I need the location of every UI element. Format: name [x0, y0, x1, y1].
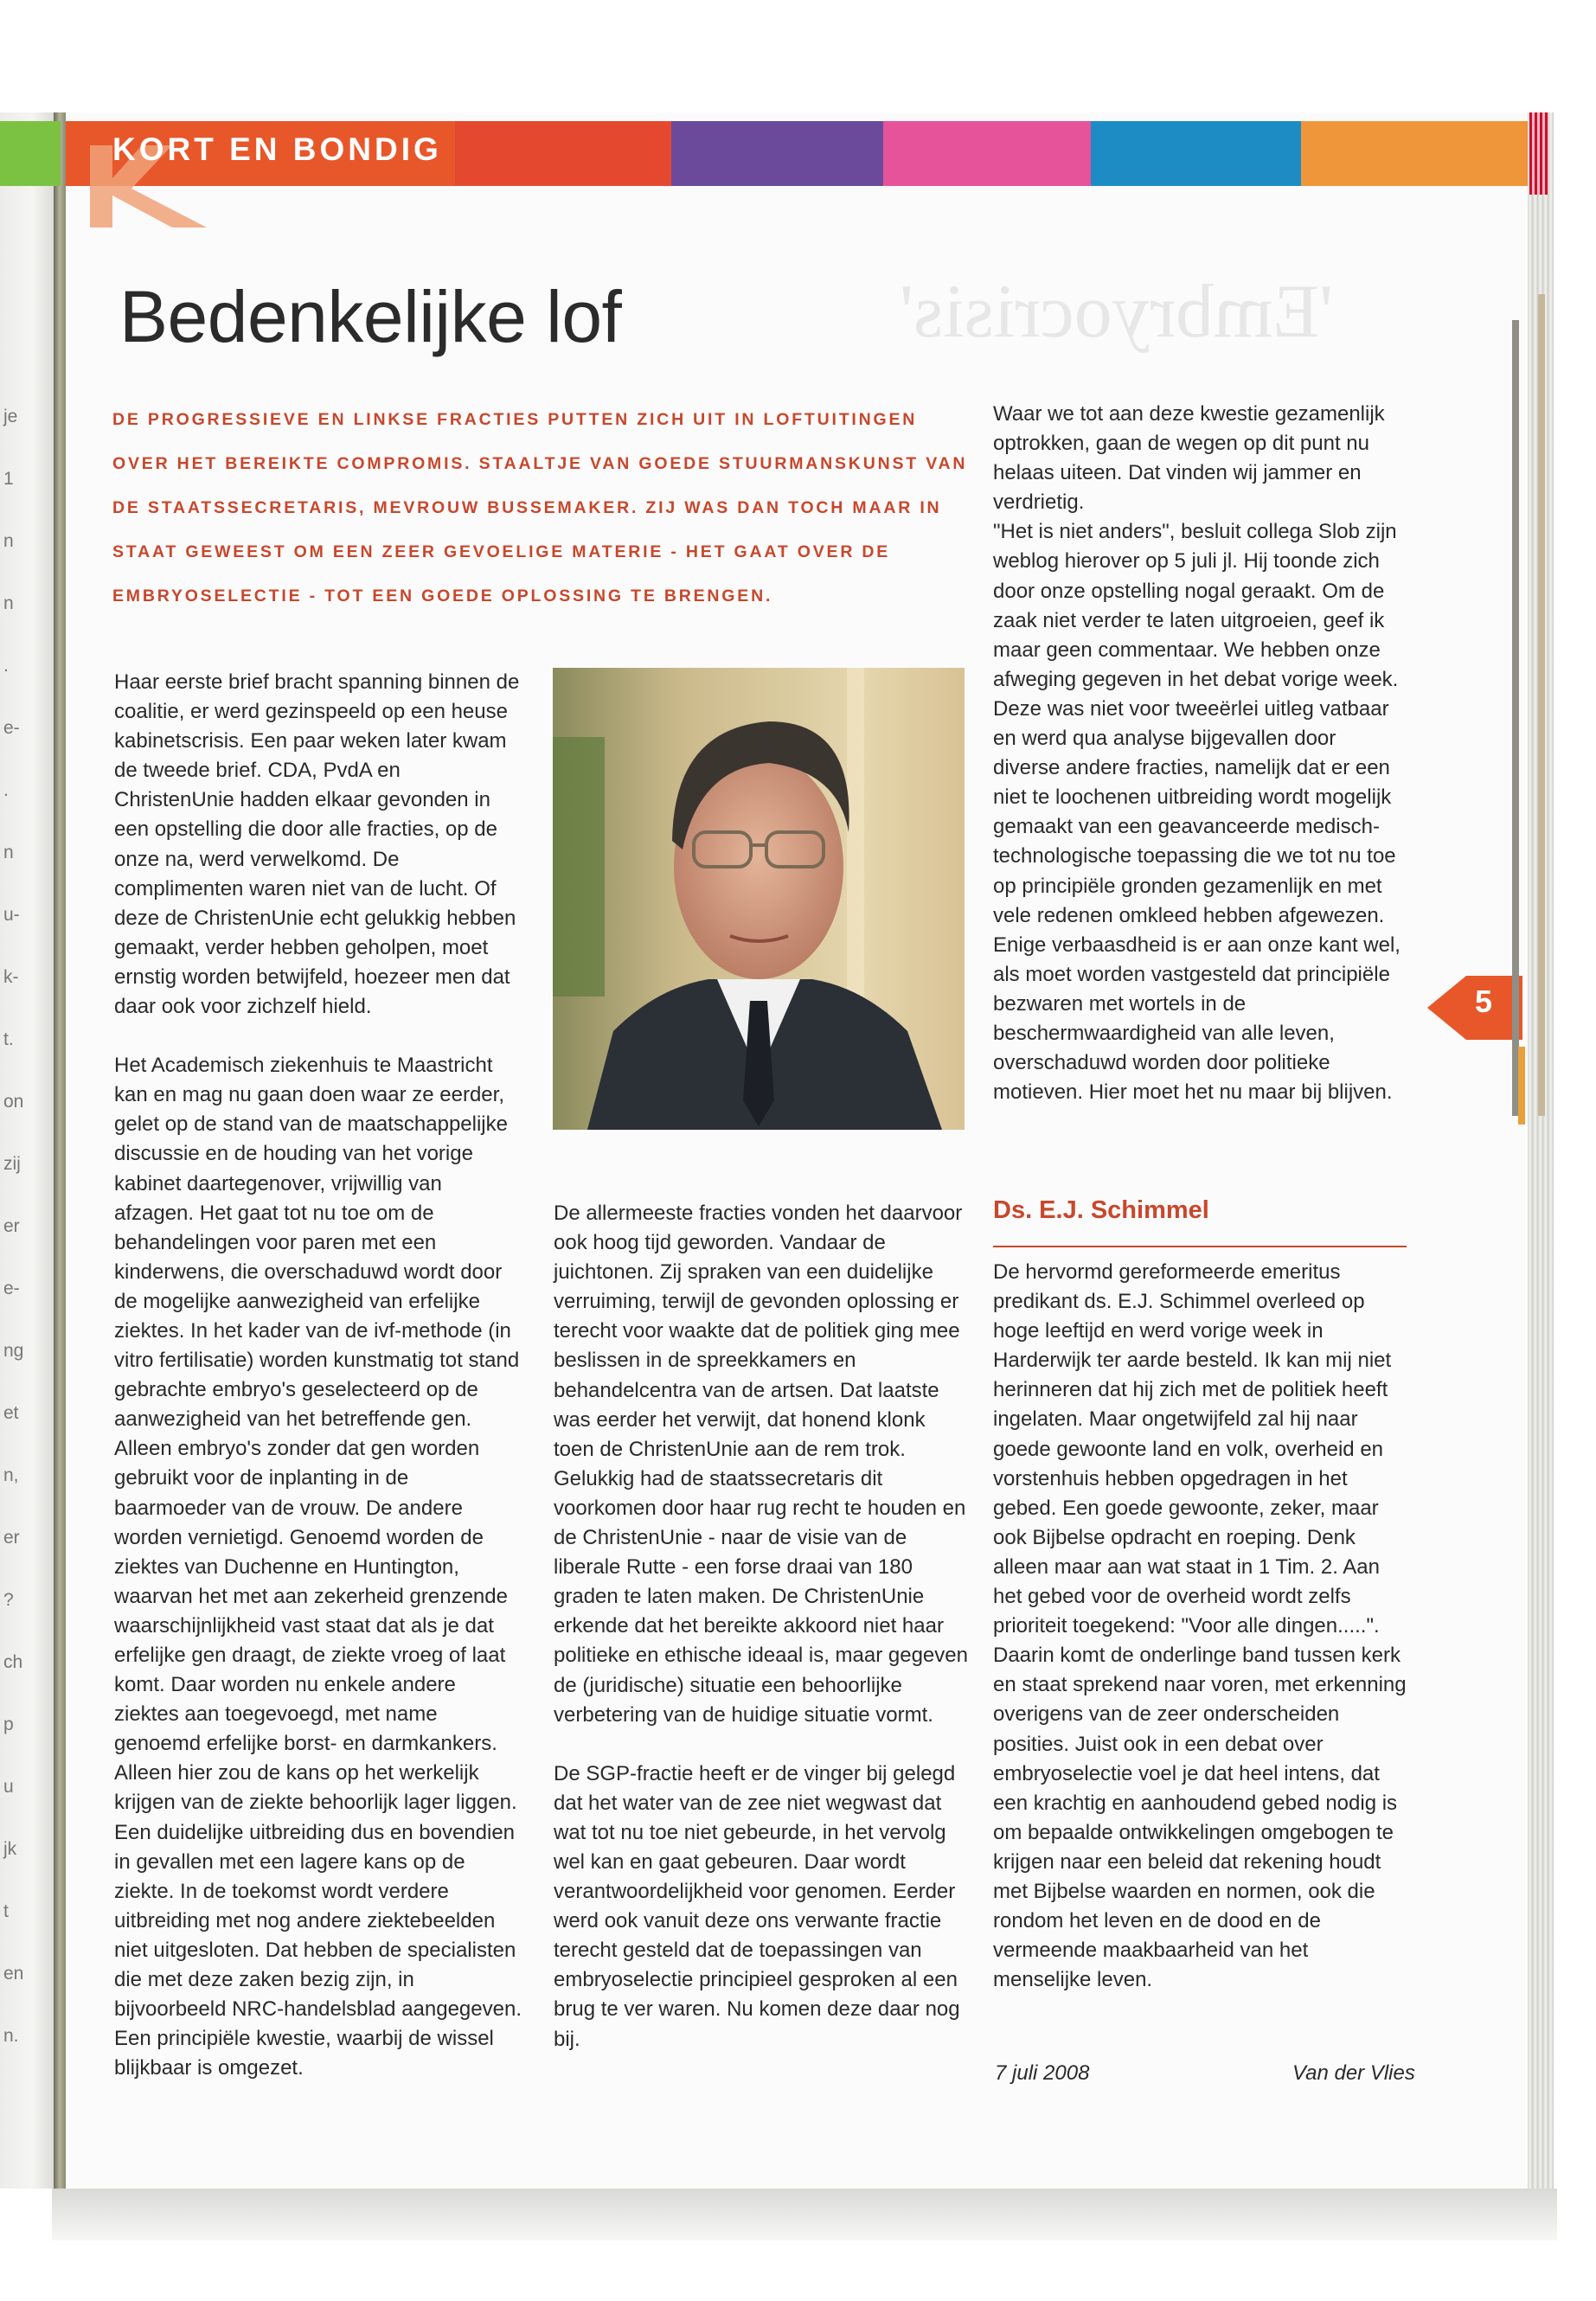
footer-author: Van der Vlies: [1292, 2061, 1415, 2085]
article-column-1: [114, 668, 522, 2112]
left-page-text-fragment: n: [3, 531, 14, 551]
left-page-text-fragment: t: [3, 1901, 9, 1921]
left-page-text-fragment: er: [3, 1216, 20, 1236]
left-page-text-fragment: t.: [3, 1029, 14, 1049]
left-page-text-fragment: n.: [3, 2026, 19, 2046]
footer-date: 7 juli 2008: [995, 2061, 1090, 2085]
article-column-3: [993, 400, 1408, 1137]
band-segment-red: [455, 121, 671, 186]
left-page-text-fragment: zij: [3, 1154, 21, 1174]
band-segment-amber: [1301, 121, 1528, 186]
left-page-text-fragment: p: [3, 1715, 14, 1734]
paragraph: Haar eerste brief bracht spanning binnen de coalitie, er werd gezinspeeld op een heuse kabinetscrisis. Een paar weken later kwam de tweede brief. CDA, PvdA en ChristenUnie hadden elkaar gevonden in een opstelling die door alle fracties, op de onze na, werd verwelkomd. De complimenten waren niet van de lucht. Of deze de ChristenUnie echt gelukkig hebben gemaakt, verder hebben geholpen, moet ernstig worden betwijfeld, hoezeer men dat daar ook voor zichzelf hield.: [114, 670, 520, 1019]
paragraph: "Het is niet anders", besluit collega Slob zijn weblog hierover op 5 juli jl. Hij toonde zich door onze opstelling nogal geraakt. Om de zaak niet verder te laten uitgroeien, geef ik maar geen commentaar. We hebben onze afweging gegeven in het debat vorige week. Deze was niet voor tweeërlei uitleg vatbaar en werd qua analyse bijgevallen door diverse andere fracties, namelijk dat er een niet te loochenen uitbreiding wordt mogelijk gemaakt van een geavanceerde medisch-technologische toepassing die we tot nu toe op principiële gronden gezamenlijk en met vele redenen omkleed hebben afgewezen. Enige verbaasdheid is er aan onze kant wel, als moet worden vastgesteld dat principiële bezwaren met wortels in de beschermwaardigheid van alle leven, overschaduwd worden door politieke motieven. Hier moet het nu maar bij blijven.: [993, 520, 1401, 1105]
section-label: KORT EN BONDIG: [112, 131, 442, 167]
edge-bar: [1512, 320, 1519, 1116]
article-title: Bedenkelijke lof: [119, 276, 622, 357]
article-column-2: [554, 1199, 969, 2084]
left-facing-page: [0, 112, 54, 2189]
left-page-text-fragment: n: [3, 843, 14, 862]
edge-bar: [1538, 294, 1545, 1116]
left-page-text-fragment: et: [3, 1403, 19, 1423]
left-page-text-fragment: jk: [3, 1839, 17, 1859]
paragraph: De allermeeste fracties vonden het daarvoor ook hoog tijd geworden. Vandaar de juichtonen. Zij spraken van een duidelijke verruiming, terwijl de gevonden oplossing er terecht voor waakte dat de politiek ging mee beslissen in de spreekkamers en behandelcentra van de artsen. Dat laatste was eerder het verwijt, dat honend klonk toen de ChristenUnie aan de rem trok. Gelukkig had de staatssecretaris dit voorkomen door haar rug recht te houden en de ChristenUnie - naar de visie van de liberale Rutte - een forse draai van 180 graden te laten maken. De ChristenUnie erkende dat het bereikte akkoord niet haar politieke en ethische ideaal is, maar gegeven de (juridische) situatie een behoorlijke verbetering van de huidige situatie vormt.: [554, 1202, 968, 1727]
page-number: 5: [1474, 984, 1493, 1019]
paragraph: Het Academisch ziekenhuis te Maastricht kan en mag nu gaan doen waar ze eerder, gelet op de stand van de maatschappelijke discussie en de houding van het vorige kabinet daartegenover, vrijwillig van afzagen. Het gaat tot nu toe om de behandelingen voor paren met een kinderwens, die overschaduwd wordt door de mogelijke aanwezigheid van erfelijke ziektes. In het kader van de ivf-methode (in vitro fertilisatie) worden kunstmatig tot stand gebrachte embryo's geselecteerd op de aanwezigheid van het betreffende gen. Alleen embryo's zonder dat gen worden gebruikt voor de inplanting in de baarmoeder van de vrouw. De andere worden vernietigd. Genoemd worden de ziektes van Duchenne en Huntington, waarvan het met aan zekerheid grenzende waarschijnlijkheid vast staat dat als je dat erfelijke gen draagt, de ziekte vroeg of laat komt. Daar worden nu enkele andere ziektes aan toegevoegd, met name genoemd erfelijke borst- en darmkankers. Alleen hier zou de kans op het werkelijk krijgen van de ziekte behoorlijk lager liggen. Een duidelijke uitbreiding dus en bovendien in gevallen met een lagere kans op de ziekte. In de toekomst wordt verdere uitbreiding met nog andere ziektebeelden niet uitgesloten. Dat hebben de specialisten die met deze zaken bezig zijn, in bijvoorbeeld NRC-handelsblad aangegeven. Een principiële kwestie, waarbij de wissel blijkbaar is omgezet.: [114, 1054, 522, 2080]
second-article-title: Ds. E.J. Schimmel: [993, 1196, 1209, 1224]
edge-bar: [1518, 1047, 1525, 1125]
left-page-text-fragment: e-: [3, 1279, 20, 1298]
author-portrait-photo: [553, 668, 965, 1130]
left-page-text-fragment: er: [3, 1528, 20, 1548]
band-segment-blue: [1091, 121, 1301, 186]
left-page-text-fragment: on: [3, 1092, 24, 1112]
left-page-text-fragment: n: [3, 593, 14, 613]
left-page-text-fragment: ng: [3, 1341, 24, 1361]
facing-page-ghost-text: 'Embryocrisis': [900, 270, 1333, 354]
left-page-text-fragment: 1: [3, 469, 14, 489]
left-page-text-fragment: ch: [3, 1652, 23, 1672]
second-article-body: [993, 1258, 1410, 2024]
paragraph: Waar we tot aan deze kwestie gezamenlijk optrokken, gaan de wegen op dit punt nu helaas uiteen. Dat vinden wij jammer en verdrietig.: [993, 402, 1385, 515]
left-page-text-fragment: k-: [3, 967, 19, 987]
left-page-text-fragment: ?: [3, 1590, 14, 1610]
band-segment-pink: [883, 121, 1091, 186]
left-page-text-fragment: e-: [3, 718, 20, 738]
left-page-text-fragment: n,: [3, 1465, 19, 1485]
page-bottom-shadow: [52, 2189, 1557, 2240]
paragraph: De hervormd gereformeerde emeritus predikant ds. E.J. Schimmel overleed op hoge leeftijd en werd vorige week in Harderwijk ter aarde besteld. Ik kan mij niet herinneren dat hij zich met de politiek heeft ingelaten. Maar ongetwijfeld zal hij naar goede gewoonte land en volk, overheid en vorstenhuis hebben opgedragen in het gebed. Een goede gewoonte, zeker, maar ook Bijbelse opdracht en roeping. Denk alleen maar aan wat staat in 1 Tim. 2. Aan het gebed voor de overheid wordt zelfs prioriteit toegekend: "Voor alle dingen.....". Daarin komt de onderlinge band tussen kerk en staat sprekend naar voren, met erkenning overigens van de zeer onderscheiden posities. Juist ook in een debat over embryoselectie voel je dat heel intens, dat een krachtig en aanhoudend gebed nodig is om bepaalde ontwikkelingen omgebogen te krijgen naar een beleid dat rekening houdt met Bijbelse waarden en normen, ook die rondom het leven en de dood en de vermeende maakbaarheid van het menselijke leven.: [993, 1260, 1407, 1992]
paragraph: De SGP-fractie heeft er de vinger bij gelegd dat het water van de zee niet wegwast dat wat tot nu toe niet gebeurde, in het vervolg wel kan en gaat gebeuren. Daar wordt verantwoordelijkheid voor genomen. Eerder werd ook vanuit deze ons verwante fractie terecht gesteld dat de toepassingen van embryoselectie principieel gesproken al een brug te ver waren. Nu komen deze daar nog bij.: [554, 1761, 960, 2051]
section-divider: [993, 1246, 1407, 1247]
left-page-text-fragment: .: [3, 780, 9, 800]
band-segment-purple: [671, 121, 883, 186]
left-page-text-fragment: u-: [3, 905, 20, 925]
left-page-text-fragment: je: [3, 407, 18, 426]
book-spine: [54, 112, 66, 2189]
article-lead: DE PROGRESSIEVE EN LINKSE FRACTIES PUTTEN ZICH UIT IN LOFTUITINGEN OVER HET BEREIKTE COMPROMIS. STAALTJE VAN GOEDE STUURMANSKUNST VAN DE STAATSSECRETARIS, MEVROUW BUSSEMAKER. ZIJ WAS DAN TOCH MAAR IN STAAT GEWEEST OM EEN ZEER GEVOELIGE MATERIE - HET GAAT OVER DE EMBRYOSELECTIE - TOT EEN GOEDE OPLOSSING TE BRENGEN.: [112, 410, 968, 606]
left-page-text-fragment: .: [3, 656, 9, 676]
left-page-text-fragment: en: [3, 1964, 24, 1984]
left-page-text-fragment: u: [3, 1777, 14, 1797]
